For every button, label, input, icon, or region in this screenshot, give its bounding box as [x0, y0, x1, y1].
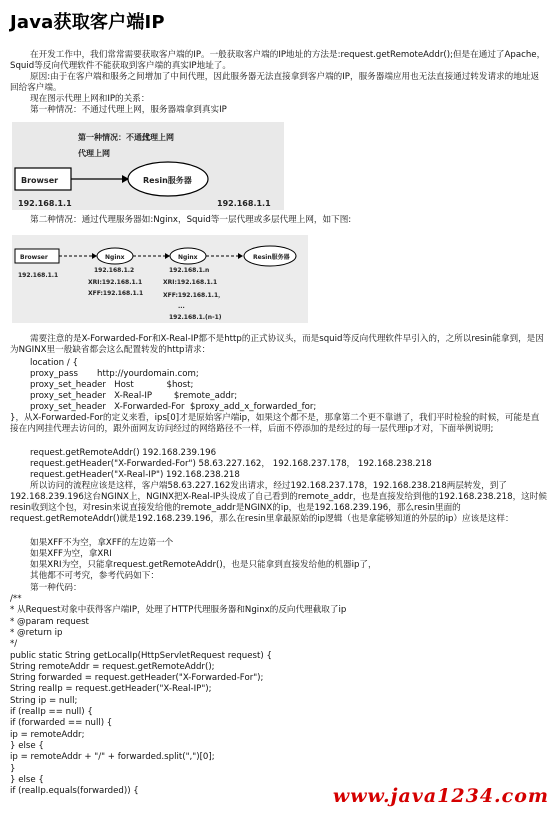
code-line: String remoteAddr = request.getRemoteAddr();	[10, 661, 215, 672]
svg-text:Nginx: Nginx	[105, 254, 125, 261]
config-line: proxy_set_header X-Forwarded-For $proxy_add_x_forwarded_for;	[30, 402, 317, 412]
note-paragraph-1: 需要注意的是X-Forwarded-For和X-Real-IP都不是http的正式协议头，而是squid等反向代理软件早引入的，之所以resin能拿到，是因为NGINX里一般缺省都会这么配置转发的http请求：	[10, 334, 544, 355]
code-line: */	[10, 639, 18, 650]
intro-paragraph-2: 原因:由于在客户端和服务之间增加了中间代理，因此服务器无法直接拿到客户端的IP，服务器端应用也无法直接通过转发请求的地址返回给客户端。	[10, 72, 540, 93]
code-line: * @return ip	[10, 627, 63, 638]
case-1-text: 第一种情况：不通过代理上网，服务器端拿到真实IP	[30, 105, 227, 115]
note-paragraph-2: }，从X-Forwarded-For的定义来看，ips[0]才是原始客户端ip，如果这个都不是，那拿第二个更不靠谱了，我们平时检验的时候，可能是直接在内网挂代理去访问的，跟外面网友访问经过的网络路径不一样，后面不停添加的是经过的每一层代理ip才对，下面举例说明;	[10, 413, 540, 434]
config-line: proxy_set_header Host $host;	[30, 380, 194, 390]
svg-text:192.168.1.n: 192.168.1.n	[169, 267, 210, 274]
rule-line: 如果XFF为空，拿XRI	[30, 549, 112, 559]
example-line: request.getRemoteAddr() 192.168.239.196	[30, 448, 217, 458]
code-line: if (realIp.equals(forwarded)) {	[10, 786, 139, 797]
case-2-text: 第二种情况：通过代理服务器如:Nginx，Squid等一层代理或多层代理上网，如下图:	[30, 215, 352, 225]
code-line: } else {	[10, 774, 44, 785]
rule-line: 如果XRI为空，只能拿request.getRemoteAddr()，也是只能拿到直接发给他的机器ip了，	[30, 560, 377, 570]
intro-paragraph-1: 在开发工作中，我们常常需要获取客户端的IP。一般获取客户端的IP地址的方法是:request.getRemoteAddr();但是在通过了Apache，Squid等反向代理软件不能获取到客户端的真实IP地址了。	[10, 50, 546, 71]
code-line: if (forwarded == null) {	[10, 718, 113, 729]
svg-text:192.168.1.2: 192.168.1.2	[94, 267, 135, 274]
rule-line: 如果XFF不为空，拿XFF的左边第一个	[30, 538, 174, 548]
example-line: request.getHeader("X-Forwarded-For") 58.63.227.162， 192.168.237.178， 192.168.238.218	[30, 459, 432, 469]
diagram1-ip-left: 192.168.1.1	[18, 199, 72, 208]
diagram1-heading: 第一种情况：不通过	[78, 133, 150, 142]
code-line: }	[10, 763, 16, 774]
diagram1-ip-right: 192.168.1.1	[217, 199, 271, 208]
svg-text:Nginx: Nginx	[178, 254, 198, 261]
config-line: location / {	[30, 358, 78, 368]
page-title: Java获取客户端IP	[10, 12, 165, 33]
intro-paragraph-3: 现在图示代理上网和IP的关系：	[30, 94, 150, 104]
code-line: } else {	[10, 740, 44, 751]
code-line: String ip = null;	[10, 695, 78, 706]
code-line: ip = remoteAddr + "/" + forwarded.split(",")[0];	[10, 752, 215, 763]
code-line: String forwarded = request.getHeader("X-Forwarded-For");	[10, 673, 264, 684]
svg-text:XFF:192.168.1.1，: XFF:192.168.1.1，	[163, 292, 225, 299]
svg-text:XFF:192.168.1.1: XFF:192.168.1.1	[88, 290, 144, 297]
code-label: 第一种代码：	[30, 583, 82, 593]
proxy-chain-diagram	[12, 235, 308, 323]
server-label: Resin服务器	[143, 176, 192, 185]
code-line: * 从Request对象中获得客户端IP，处理了HTTP代理服务器和Nginx的反向代理截取了ip	[10, 605, 347, 616]
svg-text:XRI:192.168.1.1: XRI:192.168.1.1	[88, 279, 143, 286]
config-line: proxy_set_header X-Real-IP $remote_addr;	[30, 391, 238, 401]
svg-text:192.168.1.(n-1): 192.168.1.(n-1)	[169, 314, 222, 321]
svg-text:...: ...	[178, 303, 185, 310]
example-line: request.getHeader("X-Real-IP") 192.168.238.218	[30, 470, 240, 480]
browser-label: Browser	[21, 176, 59, 185]
code-line: public static String getLocalIp(HttpServletRequest request) {	[10, 650, 272, 661]
code-line: if (realIp == null) {	[10, 707, 93, 717]
code-line: /**	[10, 594, 22, 604]
svg-text:Resin服务器: Resin服务器	[253, 254, 290, 261]
rule-line: 其他都不可考究，参考代码如下：	[30, 571, 159, 581]
svg-text:192.168.1.1: 192.168.1.1	[18, 272, 59, 279]
config-line: proxy_pass http://yourdomain.com;	[30, 369, 199, 379]
direct-connection-diagram	[12, 122, 284, 210]
svg-text:XRI:192.168.1.1: XRI:192.168.1.1	[163, 279, 218, 286]
diagram1-sub: 代理上网	[78, 149, 110, 158]
note-paragraph-3: 所以访问的流程应该是这样，客户端58.63.227.162发出请求，经过192.168.237.178，192.168.238.218两层转发，到了192.168.239.196这台NGINX上，NGINX把X-Real-IP头设成了自己看到的remote_addr，也是直接发给到他的192.168.238.218，这时候resin收到这个包，对resin来说直接发给他的remote_addr是NGINX的ip，也是192.168.239.196，那么resin里面的request.getRemoteAddr()就是192.168.239.196，那么在resin里拿最原始的ip逻辑（也是拿能够知道的外层的ip）应该是这样：	[10, 481, 547, 524]
svg-text:Browser: Browser	[20, 254, 48, 261]
watermark: www.java1234.com	[332, 785, 549, 807]
code-line: * @param request	[10, 616, 89, 627]
code-line: String realIp = request.getHeader("X-Real-IP");	[10, 684, 212, 695]
code-line: ip = remoteAddr;	[10, 729, 85, 740]
svg-text:代理上网: 代理上网	[142, 133, 174, 142]
